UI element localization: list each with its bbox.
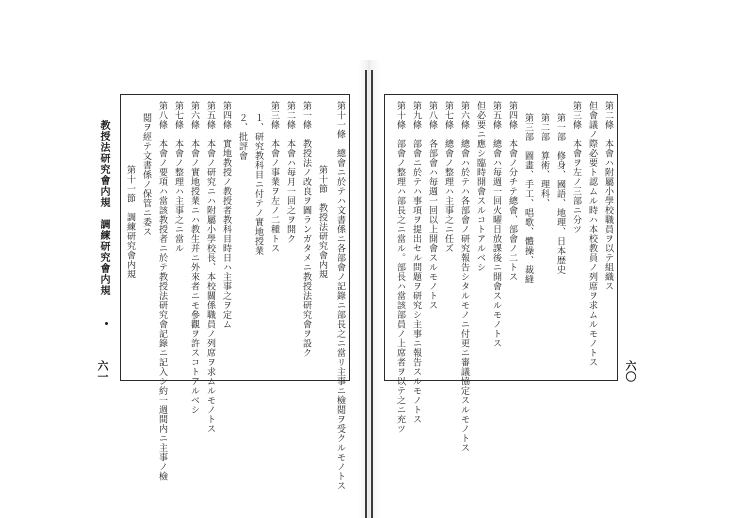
text-column: 第二條 本會ハ附屬小學校職員ヲ以テ組織ス [603, 101, 613, 291]
text-column: 第二條 本會ハ毎月一回之ヲ開ク [285, 101, 295, 244]
running-head: 教授法研究會内規 調練研究會内規 [98, 120, 109, 296]
text-column: 第八條 各部會ハ毎週一回以上開會スルモノトス [427, 101, 437, 310]
text-block-frame [384, 94, 618, 453]
text-column: 第二部 算術、理科、 [539, 113, 549, 208]
text-column: 第四條 實地教授ノ教授者教科目時日ハ主事之ヲ定ム [221, 101, 231, 329]
text-column: 第一條 教授法ノ改良ヲ圖ランガタメニ教授法研究會ヲ設ク [301, 101, 311, 358]
section-heading: 第十節 教授法研究會内規 [317, 165, 327, 279]
text-column: 第七條 本會ノ整理ハ主事之ニ當ル [173, 101, 183, 253]
margin-mark [105, 322, 108, 325]
text-column: 第一部 修身、國語、地理、日本歴史 [555, 113, 565, 275]
text-column: 第六條 本會ノ實地授業ニハ教生并ニ外來者ニモ參觀ヲ許スコトアルベシ [189, 101, 199, 415]
page-number: 六〇 [624, 360, 637, 382]
text-column: 第三條 本會ヲ左ノ三部ニ分ツ [571, 101, 581, 234]
text-column: 第十條 部會ノ整理ハ部長之ニ當ル。部長ハ當該部員ノ上席者ヲ以テ之ニ充ツ [395, 101, 405, 434]
text-column: ２、批評會 [237, 113, 247, 161]
text-column: 第九條 部會ニ於テハ事項ヲ提出セル問題ヲ研究シ主事ニ報告スルモノトス [411, 101, 421, 424]
text-column: 第三部 圖畫、手工、唱歌、體操、裁縫 [523, 113, 533, 284]
text-block-frame [120, 94, 350, 491]
text-column: 第五條 總會ハ毎週一回火曜日放課後ニ開會スルモノトス [491, 101, 501, 348]
text-column: １、研究教科目ニ付テノ實地授業 [253, 113, 263, 256]
text-column: 第四條 本會ノ分チテ總會、部會ノ二トス [507, 101, 517, 282]
text-column: 第十一條 總會ニ於テハ文書係ニ各部會ノ記錄ニ部長之ニ當リ主事ニ檢閲ヲ受クルモノトス [335, 101, 345, 491]
text-column: 第七條 總會ノ整理ハ主事之ニ任ズ [443, 101, 453, 253]
section-heading: 第十一節 調練研究會内規 [125, 165, 135, 279]
page-number: 六一 [96, 360, 109, 382]
text-column: 第三條 本會ノ事業ヲ左ノ二種トス [269, 101, 279, 253]
right-page [372, 0, 739, 518]
text-column: 第六條 總會ハ於テハ各部會ノ研究報告シタルモノニ付更ニ審議協定スルモノトス [459, 101, 469, 453]
text-column: 但會議ノ際必要ト認ムル時ハ本校教員ノ列席ヲ求ムルモノトス [587, 101, 597, 367]
text-column: 第五條 本會ノ研究ニハ附屬小學校長、本校關係職員ノ列席ヲ求ムルモノトス [205, 101, 215, 434]
text-column: 但必要ニ應シ臨時開會スルコトアルベシ [475, 101, 485, 272]
text-column: 第八條 本會ノ要項ハ當該教授者ニ於テ教授法研究會記錄ニ記入シ約一週間内ニ主事ノ檢 [157, 101, 167, 481]
text-column: 閲ヲ經テ文書係ノ保管ニ委ス [141, 113, 151, 237]
left-page [0, 0, 366, 518]
